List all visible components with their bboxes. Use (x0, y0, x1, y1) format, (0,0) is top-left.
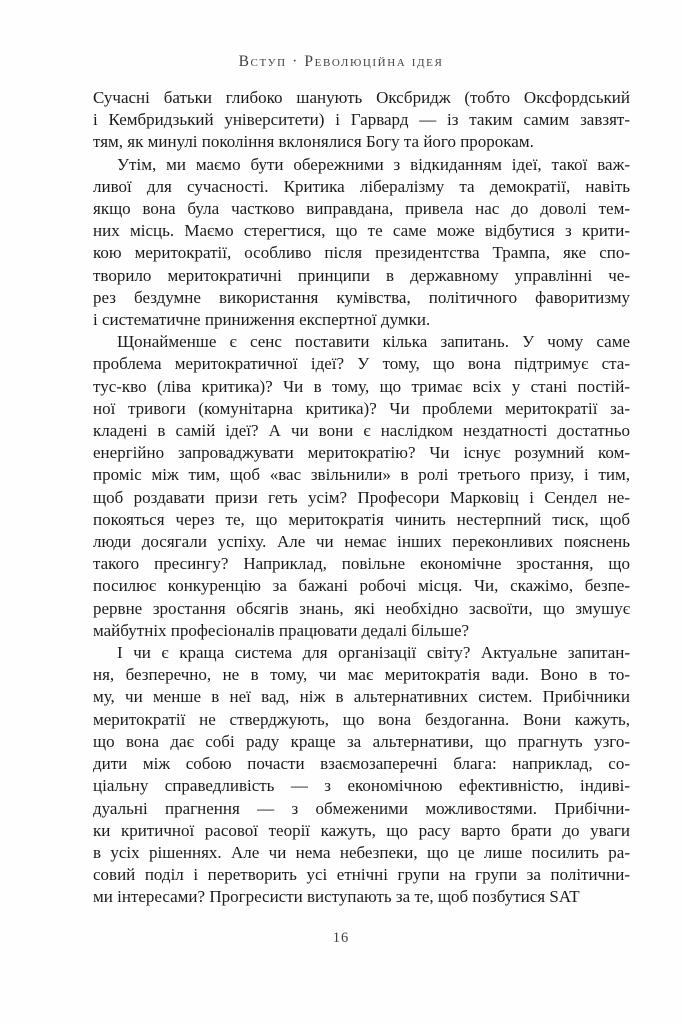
text-line: му, чи менше в неї вад, ніж в альтернативних систем. Прибічники (93, 687, 630, 707)
text-line: такого пресингу? Наприклад, повільне економічне зростання, що (93, 554, 630, 574)
text-line: тус-кво (ліва критика)? Чи в тому, що тримає всіх у стані постій- (93, 376, 630, 396)
text-line: совий поділ і перетворить усі етнічні групи на групи за політични- (93, 865, 630, 885)
paragraph (93, 642, 630, 908)
text-line: ливої для сучасності. Критика лібералізму та демократії, навіть (93, 176, 630, 196)
text-line: творило меритократичні принципи в державному управлінні че- (93, 265, 630, 285)
text-line: Сучасні батьки глибоко шанують Оксбридж (тобто Оксфордський (93, 88, 630, 107)
text-line: Утім, ми маємо бути обережними з відкиданням ідеї, такої важ- (117, 154, 630, 174)
text-line: Щонайменше є сенс поставити кілька запитань. У чому саме (117, 332, 630, 352)
text-line: в усіх рішеннях. Але чи нема небезпеки, що це лише посилить ра- (93, 842, 630, 862)
paragraph (93, 154, 630, 332)
text-line: ціальну справедливість — з економічною ефективністю, індиві- (93, 776, 630, 796)
text-line: ня, безперечно, не в тому, чи має меритократія вади. Воно в то- (93, 665, 630, 685)
text-line: що вона дає собі раду краще за альтернативи, що прагнуть узго- (93, 731, 630, 751)
text-line: дуальні прагнення — з обмеженими можливостями. Прибічни- (93, 798, 630, 818)
text-line: і Кембридзький університети) і Гарвард — із таким самим завзят- (93, 110, 630, 130)
text-line: якщо вона була частково виправдана, привела нас до доволі тем- (93, 199, 630, 219)
text-line: щоб роздавати призи геть усім? Професори Марковіц і Сендел не- (93, 487, 630, 507)
text-line: люди досягали успіху. Але чи немає інших переконливих пояснень (93, 532, 630, 552)
text-line: рез бездумне використання кумівства, політичного фаворитизму (93, 287, 630, 307)
text-line: енергійно запроваджувати меритократію? Чи існує розумний ком- (93, 443, 630, 463)
running-header: Вступ · Революційна ідея (238, 53, 444, 70)
text-line: і систематичне приниження експертної думки. (93, 310, 431, 330)
text-line: кладені в самій ідеї? А чи вони є наслідком нездатності достатньо (93, 421, 630, 441)
text-line: них місць. Маємо стерегтися, що те саме може відбутися з крити- (93, 221, 630, 241)
text-line: ми інтересами? Прогресисти виступають за те, щоб позбутися SAT (93, 887, 580, 907)
text-line: дити між собою почасти взаємозаперечні блага: наприклад, со- (93, 754, 630, 774)
paragraph (93, 87, 630, 154)
text-line: меритократії не стверджують, що вона бездоганна. Вони кажуть, (93, 709, 630, 729)
text-line: тям, як минулі покоління вклонялися Богу та його пророкам. (93, 132, 534, 152)
text-line: майбутніх професіоналів працювати дедалі більше? (93, 620, 470, 640)
text-line: проміс між тим, щоб «вас звільнили» в ролі третього призу, і тим, (93, 465, 630, 485)
text-line: проблема меритократичної ідеї? У тому, що вона підтримує ста- (93, 354, 630, 374)
body-text-block (93, 87, 630, 909)
paragraph (93, 331, 630, 642)
text-line: рервне зростання обсягів знань, які необхідно засвоїти, що змушує (93, 598, 630, 618)
text-line: покояться через те, що меритократія чинить нестерпний тиск, щоб (93, 509, 630, 529)
text-line: кою меритократії, особливо після президентства Трампа, яке спо- (93, 243, 630, 263)
text-line: ки критичної расової теорії кажуть, що расу варто брати до уваги (93, 820, 630, 840)
text-line: І чи є краща система для організації світу? Актуальне запитан- (117, 643, 630, 663)
text-line: ної тривоги (комунітарна критика)? Чи проблеми меритократії за- (93, 398, 630, 418)
text-line: посилює конкуренцію за бажані робочі місця. Чи, скажімо, безпе- (93, 576, 630, 596)
page-number: 16 (332, 930, 350, 946)
